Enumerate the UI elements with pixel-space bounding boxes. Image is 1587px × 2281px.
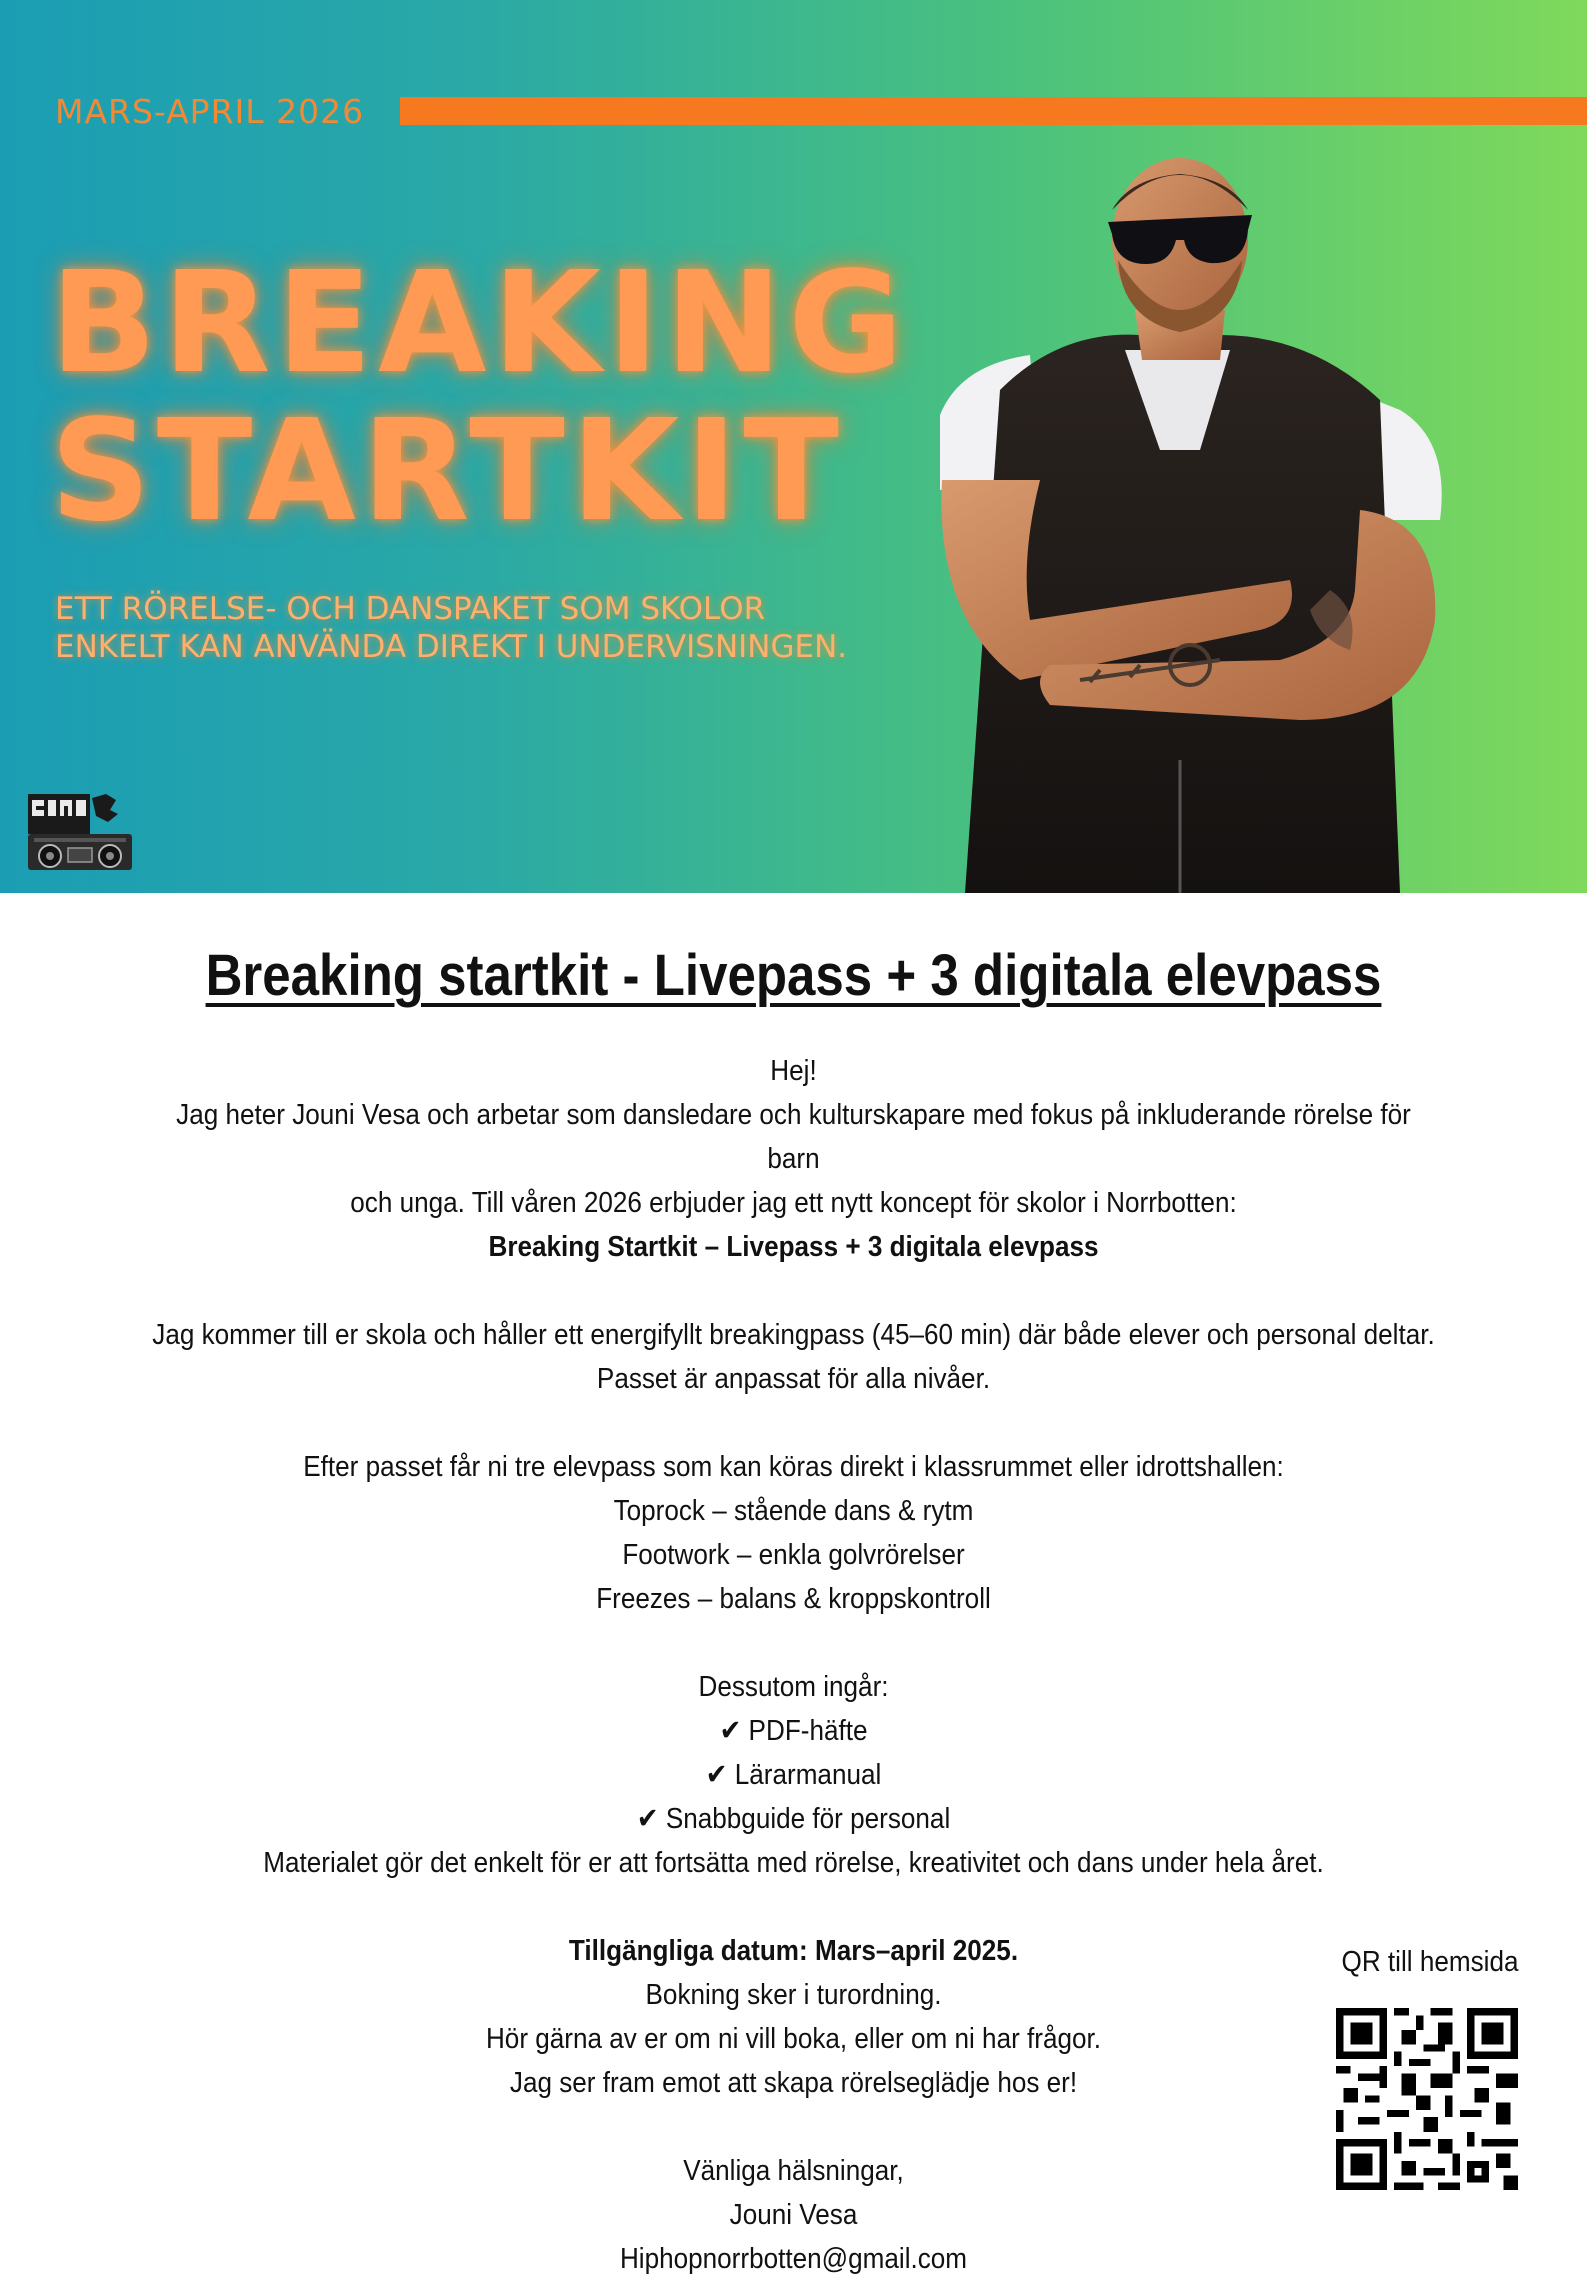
header-banner — [0, 0, 1587, 893]
qr-code-icon[interactable] — [1336, 2008, 1518, 2190]
headline-line-1: BREAKING — [50, 242, 910, 405]
checkmark-icon: ✔ — [719, 1715, 742, 1747]
intro-line-1: Jag heter Jouni Vesa och arbetar som dansledare och kulturskapare med fokus på inkluderande rörelse för barn — [176, 1099, 1411, 1175]
greeting: Hej! — [770, 1055, 817, 1087]
included-heading: Dessutom ingår: — [698, 1671, 889, 1703]
boombox-logo-icon — [26, 790, 134, 872]
included-item: ✔ PDF-häfte — [719, 1715, 868, 1747]
letter-text — [151, 1049, 1435, 2281]
booking-line-2: Hör gärna av er om ni vill boka, eller om ni har frågor. — [485, 2023, 1102, 2055]
page-title: Breaking startkit - Livepass + 3 digitala elevpass — [205, 943, 1382, 1008]
included-summary: Materialet gör det enkelt för er att fortsätta med rörelse, kreativitet och dans under hela året. — [263, 1847, 1324, 1879]
intro-line-2: och unga. Till våren 2026 erbjuder jag ett nytt koncept för skolor i Norrbotten: — [350, 1187, 1237, 1219]
available-dates: Tillgängliga datum: Mars–april 2025. — [568, 1935, 1019, 1967]
qr-caption: QR till hemsida — [1341, 1946, 1519, 1978]
orange-rule — [400, 97, 1587, 125]
date-label: MARS-APRIL 2026 — [55, 92, 365, 131]
session-item: Footwork – enkla golvrörelser — [622, 1539, 965, 1571]
session-item: Toprock – stående dans & rytm — [613, 1495, 974, 1527]
visit-line-2: Passet är anpassat för alla nivåer. — [596, 1363, 991, 1395]
signoff-greeting: Vänliga hälsningar, — [683, 2155, 904, 2187]
signoff-name: Jouni Vesa — [729, 2199, 858, 2231]
contact-email[interactable]: Hiphopnorrbotten@gmail.com — [619, 2243, 968, 2275]
included-item: ✔ Snabbguide för personal — [636, 1803, 951, 1835]
included-item: ✔ Lärarmanual — [705, 1759, 882, 1791]
checkmark-icon: ✔ — [636, 1803, 659, 1835]
headline — [50, 242, 910, 553]
booking-line-3: Jag ser fram emot att skapa rörelseglädje hos er! — [509, 2067, 1078, 2099]
session-item: Freezes – balans & kroppskontroll — [596, 1583, 991, 1615]
visit-line-1: Jag kommer till er skola och håller ett energifyllt breakingpass (45–60 min) där både elever och personal deltar. — [152, 1319, 1435, 1351]
letter-body — [0, 893, 1587, 2275]
booking-line-1: Bokning sker i turordning. — [645, 1979, 942, 2011]
headline-line-2: STARTKIT — [50, 390, 845, 553]
checkmark-icon: ✔ — [705, 1759, 728, 1791]
sessions-intro: Efter passet får ni tre elevpass som kan köras direkt i klassrummet eller idrottshallen: — [303, 1451, 1284, 1483]
concept-name: Breaking Startkit – Livepass + 3 digitala elevpass — [488, 1231, 1099, 1263]
portrait-photo — [880, 160, 1480, 893]
tagline: ETT RÖRELSE- OCH DANSPAKET SOM SKOLOR ENKELT KAN ANVÄNDA DIREKT I UNDERVISNINGEN. — [55, 591, 848, 665]
